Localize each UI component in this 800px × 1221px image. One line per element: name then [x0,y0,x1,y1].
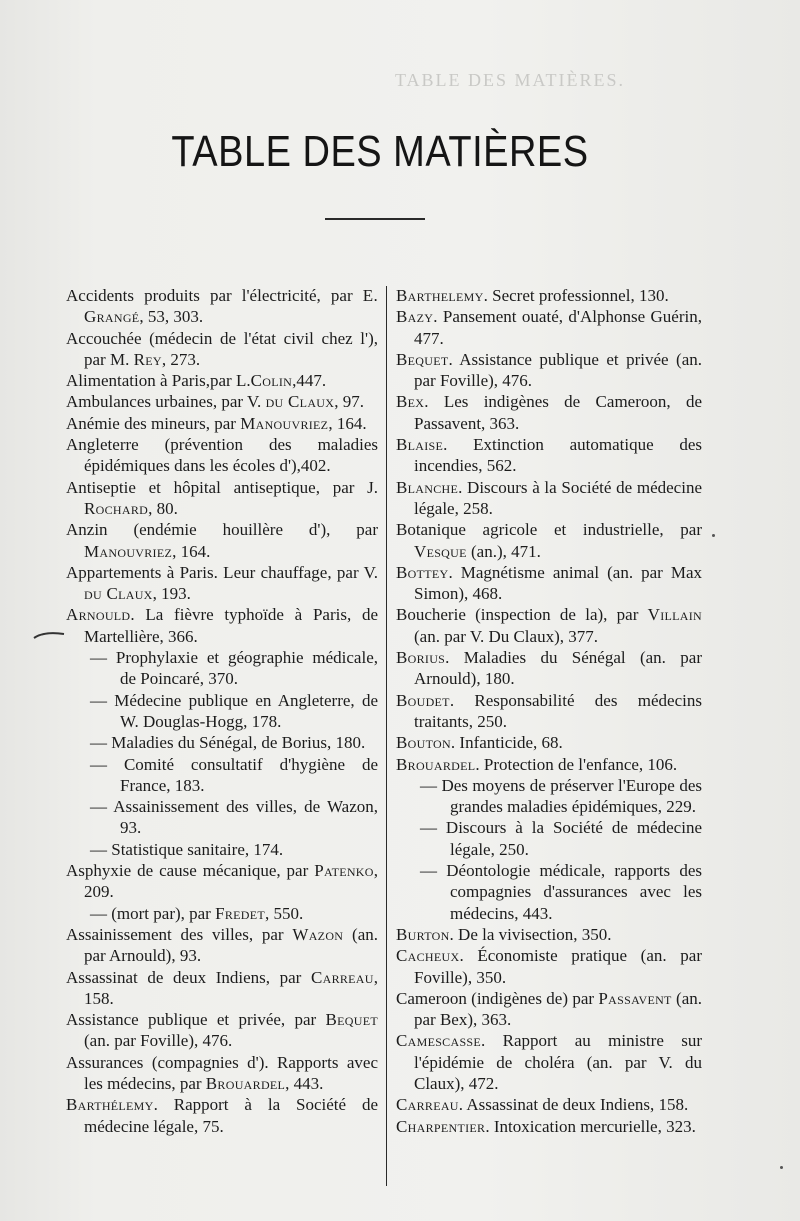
author-name: Manouvriez [240,413,329,433]
index-subentry [66,903,378,924]
author-name: Charpentier [396,1116,486,1136]
entry-text: . Secret professionnel, 130. [483,286,669,305]
entry-text: , 193. [152,584,191,604]
author-name: Patenko [314,861,374,881]
entry-text: . Protection de l'enfance, 106. [475,754,678,774]
index-subentry [66,796,378,839]
margin-pencil-mark-icon [32,628,66,642]
entry-text: , 164. [328,413,367,433]
entry-text: Boucherie (inspection de la), par [396,605,648,625]
index-subentry [66,647,378,690]
entry-text: Appartements à Paris. Leur chauffage, par V. [66,562,378,582]
entry-text: Accidents produits par l'électricité, par [66,286,363,305]
author-name: Carreau [396,1095,459,1115]
index-entry [66,285,378,328]
entry-text: . Intoxication mercurielle, 323. [485,1116,696,1136]
author-name: Bequet [325,1010,378,1030]
entry-text: (an. par Arnould), 93. [84,924,378,966]
author-name: Blaise [396,435,444,455]
author-name: Rey [133,349,162,369]
index-entry [396,988,702,1031]
index-entry [66,413,378,434]
index-entry [66,967,378,1010]
entry-text: (an. par V. Du Claux), 377. [414,626,598,646]
index-entry [396,306,702,349]
entry-text: . Discours à la Société de médecine légale, 258. [414,477,702,518]
entry-text: . Extinction automatique des incendies, 562. [414,435,702,476]
entry-text: Assurances (compagnies d'). Rapports avec les médecins, par [66,1052,378,1093]
entry-text: . Responsabilité des médecins traitants, 250. [414,690,702,731]
entry-text: . Rapport à la Société de médecine légale, 75. [84,1095,378,1136]
author-name: Brouardel [396,754,476,774]
index-subentry [66,690,378,733]
index-entry [396,945,702,988]
entry-text: . Rapport au ministre sur l'épidémie de choléra (an. par V. du Claux), 472. [414,1031,702,1093]
index-entry [66,434,378,477]
author-name: Wazon [292,924,344,944]
index-entry [396,434,702,477]
author-name: Bequet [396,349,449,369]
column-divider [386,286,387,1186]
author-name: Manouvriez [84,541,173,561]
title-rule [325,218,425,220]
index-subentry [66,839,378,860]
index-entry [396,1116,702,1137]
entry-text: . Maladies du Sénégal (an. par Arnould), 180. [414,648,702,689]
entry-text: — Déontologie médicale, rapports des compagnies d'assurances avec les médecins, 443. [420,861,702,923]
index-entry [396,391,702,434]
entry-text: . Assassinat de deux Indiens, 158. [458,1095,689,1115]
entry-text: . La fièvre typhoïde à Paris, de Martellière, 366. [84,605,378,646]
index-entry [66,604,378,647]
entry-text: Assistance publique et privée, par [66,1010,326,1030]
entry-text: . Les indigènes de Cameroon, de Passavent, 363. [414,392,702,433]
entry-text: — (mort par), par [90,903,216,923]
author-name: Vesque [414,541,467,561]
page-title: TABLE DES MATIÈRES [171,128,589,177]
author-name: du Claux [84,584,153,604]
index-entry [396,562,702,605]
entry-text: Anzin (endémie houillère d'), par [66,520,378,540]
author-name: du Claux [265,392,335,412]
entry-text: . Magnétisme animal (an. par Max Simon), 468. [414,562,702,604]
entry-text: , 80. [148,498,178,518]
author-name: Arnould [66,605,131,625]
entry-text: — Assainissement des villes, de Wazon, 93. [90,797,378,838]
entry-text: Angleterre (prévention des maladies épidémiques dans les écoles d'),402. [66,435,378,476]
index-entry [396,349,702,392]
author-name: Bazy [396,307,434,327]
index-entry [396,1030,702,1094]
entry-text: . Assistance publique et privée (an. par Foville), 476. [414,349,702,391]
author-name: Barthelemy [396,286,484,305]
index-entry [396,924,702,945]
author-name: Blanche [396,477,459,497]
entry-text: Botanique agricole et industrielle, par [396,520,702,540]
index-subentry [396,817,702,860]
index-entry [396,477,702,520]
index-entry [396,1094,702,1115]
entry-text: Alimentation à Paris,par L. [66,371,251,391]
entry-text: — Statistique sanitaire, 174. [90,839,284,859]
author-name: Passavent [598,988,672,1008]
index-entry [66,328,378,371]
author-name: Bottey [396,562,449,582]
author-name: Boudet [396,690,450,710]
index-entry [66,860,378,903]
index-entry [66,519,378,562]
entry-text: , 158. [84,967,378,1008]
author-name: Borius [396,648,446,668]
index-entry [396,604,702,647]
index-subentry [66,732,378,753]
index-entry [396,690,702,733]
index-entry [396,732,702,753]
author-name: Rochard [84,498,149,518]
entry-text: — Discours à la Société de médecine légale, 250. [420,818,702,859]
index-entry [66,924,378,967]
author-name: Camescasse [396,1031,482,1051]
entry-text: , 273. [161,349,201,369]
entry-text: Assassinat de deux Indiens, par [66,967,311,987]
entry-text: , 209. [84,861,378,902]
index-entry [396,754,702,775]
author-name: Brouardel [205,1073,286,1093]
index-entry [66,391,378,412]
entry-text: , 164. [172,541,211,561]
entry-text: — Médecine publique en Angleterre, de W. Douglas-Hogg, 178. [90,690,378,731]
author-name: Fredet [215,903,266,923]
entry-text: (an.), 471. [466,541,541,561]
index-subentry [396,775,702,818]
entry-text: — Comité consultatif d'hygiène de France, 183. [90,754,378,795]
bleed-through-header: TABLE DES MATIÈRES. [394,70,626,90]
index-entry [396,647,702,690]
entry-text: ,447. [292,371,327,391]
entry-text: . De la vivisection, 350. [449,924,612,944]
author-name: Carreau [310,967,374,987]
entry-text: Ambulances urbaines, par V. [66,392,266,412]
entry-text: , 53, 303. [139,307,204,327]
author-name: Barthélemy [66,1095,154,1115]
index-entry [396,285,702,306]
entry-text: Anémie des mineurs, par [66,413,241,433]
entry-text: . Infanticide, 68. [450,733,563,753]
entry-text: — Maladies du Sénégal, de Borius, 180. [90,733,366,753]
index-column-right [396,285,702,1137]
index-subentry [66,754,378,797]
author-name: Burton [396,924,450,944]
entry-text: , 97. [334,392,364,412]
author-name: Cacheux [396,946,460,966]
entry-text: Antiseptie et hôpital antiseptique, par J. [66,477,378,497]
entry-text: (an. par Bex), 363. [414,988,702,1030]
author-name: Bouton [396,733,451,753]
speck-mark-icon [712,534,715,537]
index-entry [66,1094,378,1137]
entry-text: Accouchée (médecin de l'état civil chez l'), par M. [66,328,378,369]
index-entry [66,1052,378,1095]
entry-text: , 550. [265,903,304,923]
entry-text: Assainissement des villes, par [66,924,293,944]
speck-mark-icon [780,1166,783,1169]
author-name: Villain [647,605,702,625]
index-subentry [396,860,702,924]
entry-text: — Des moyens de préserver l'Europe des grandes maladies épidémiques, 229. [420,775,702,817]
entry-text: . Pansement ouaté, d'Alphonse Guérin, 477. [414,307,702,348]
index-column-left [66,285,378,1137]
entry-text: Asphyxie de cause mécanique, par [66,861,315,881]
entry-text: , 443. [285,1073,324,1093]
entry-text: . Économiste pratique (an. par Foville), 350. [414,946,702,987]
index-entry [396,519,702,562]
entry-text: (an. par Foville), 476. [84,1031,233,1051]
author-name: Colin [250,371,293,391]
author-name: E. Grangé [84,286,378,327]
index-entry [66,477,378,520]
entry-text: Cameroon (indigènes de) par [396,988,599,1008]
entry-text: — Prophylaxie et géographie médicale, de Poincaré, 370. [90,648,378,689]
index-entry [66,1009,378,1052]
author-name: Bex [396,392,425,412]
index-entry [66,562,378,605]
index-entry [66,370,378,391]
